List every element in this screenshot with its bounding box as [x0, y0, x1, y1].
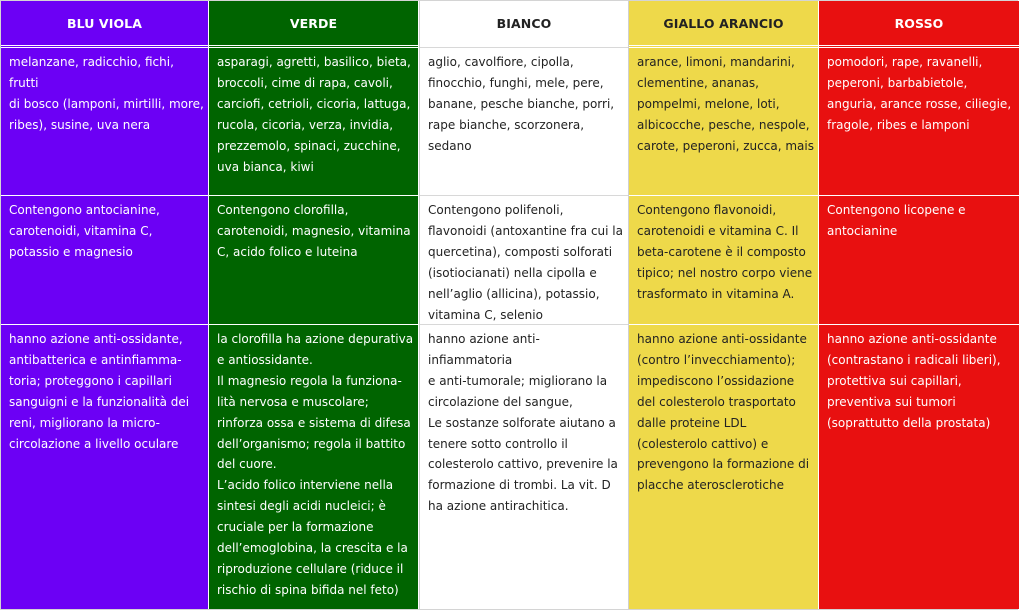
benefits-cell: hanno azione anti-ossidante (contrastano i radicali liberi), protettiva sui capillari, preventiva sui tumori (soprattutto della prostata) — [819, 324, 1019, 611]
column-header: ROSSO — [819, 1, 1019, 46]
nutrients-cell: Contengono antocianine, carotenoidi, vitamina C, potassio e magnesio — [1, 195, 208, 323]
benefits-cell: hanno azione anti-ossidante (contro l’invecchiamento); impediscono l’ossidazione del colesterolo trasportato dalle proteine LDL (colesterolo cattivo) e prevengono la formazione di placche aterosclerotiche — [629, 324, 818, 611]
nutrients-cell: Contengono licopene e antocianine — [819, 195, 1019, 323]
foods-cell: aglio, cavolfiore, cipolla, finocchio, funghi, mele, pere, banane, pesche bianche, porri, rape bianche, scorzonera, sedano — [420, 47, 628, 194]
column-header: GIALLO ARANCIO — [629, 1, 818, 46]
column-bianco — [419, 1, 629, 609]
foods-cell: pomodori, rape, ravanelli, peperoni, barbabietole, anguria, arance rosse, ciliegie, fragole, ribes e lamponi — [819, 47, 1019, 194]
benefits-cell: hanno azione anti-infiammatoria e anti-tumorale; migliorano la circolazione del sangue, Le sostanze solforate aiutano a tenere sotto controllo il colesterolo cattivo, prevenire la formazione di trombi. La vit. D ha azione antirachitica. — [420, 324, 628, 611]
column-header: BLU VIOLA — [1, 1, 208, 46]
column-giallo-arancio — [629, 1, 819, 609]
benefits-cell: la clorofilla ha azione depurativa e antiossidante. Il magnesio regola la funziona- lità nervosa e muscolare; rinforza ossa e sistema di difesa dell’organismo; regola il battito del cuore. L’acido folico interviene nella sintesi degli acidi nucleici; è cruciale per la formazione dell’emoglobina, la crescita e la riproduzione cellulare (riduce il rischio di spina bifida nel feto) — [209, 324, 418, 611]
foods-cell: asparagi, agretti, basilico, bieta, broccoli, cime di rapa, cavoli, carciofi, cetrioli, cicoria, lattuga, rucola, cicoria, verza, invidia, prezzemolo, spinaci, zucchine, uva bianca, kiwi — [209, 47, 418, 194]
nutrients-cell: Contengono flavonoidi, carotenoidi e vitamina C. Il beta-carotene è il composto tipico; nel nostro corpo viene trasformato in vitamina A. — [629, 195, 818, 323]
column-verde — [209, 1, 419, 609]
benefits-cell: hanno azione anti-ossidante, antibatterica e antinfiamma- toria; proteggono i capillari sanguigni e la funzionalità dei reni, migliorano la micro- circolazione a livello oculare — [1, 324, 208, 611]
nutrients-cell: Contengono polifenoli, flavonoidi (antoxantine fra cui la quercetina), composti solforati (isotiocianati) nella cipolla e nell’aglio (allicina), potassio, vitamina C, selenio — [420, 195, 628, 323]
nutrients-cell: Contengono clorofilla, carotenoidi, magnesio, vitamina C, acido folico e luteina — [209, 195, 418, 323]
column-rosso — [819, 1, 1019, 609]
column-header: VERDE — [209, 1, 418, 46]
column-header: BIANCO — [420, 1, 628, 46]
foods-cell: arance, limoni, mandarini, clementine, ananas, pompelmi, melone, loti, albicocche, pesche, nespole, carote, peperoni, zucca, mais — [629, 47, 818, 194]
column-blu-viola — [1, 1, 209, 609]
foods-cell: melanzane, radicchio, fichi, frutti di bosco (lamponi, mirtilli, more, ribes), susine, uva nera — [1, 47, 208, 194]
